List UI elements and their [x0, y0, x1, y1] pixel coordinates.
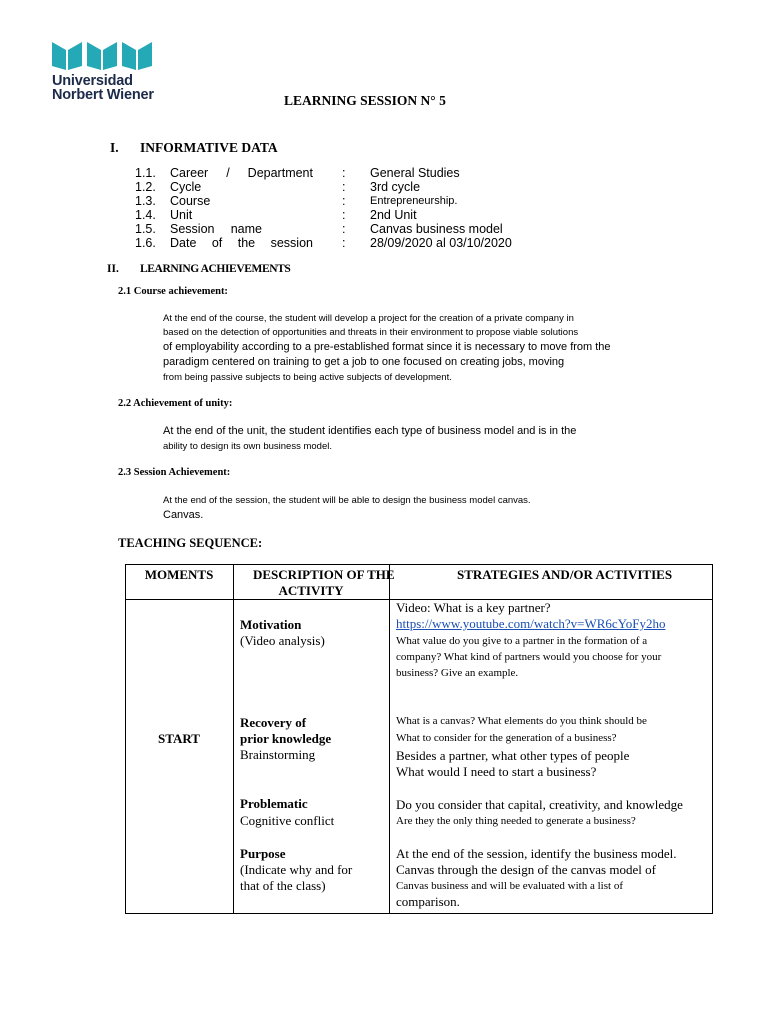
info-value: General Studies	[370, 166, 460, 180]
info-row	[135, 180, 555, 194]
paragraph-line: At the end of the course, the student will develop a project for the creation of a private company in	[163, 313, 574, 324]
info-number: 1.4.	[135, 208, 156, 222]
moment-start: START	[158, 731, 200, 746]
unit-achievement-text	[163, 424, 576, 454]
section-1-number: I.	[110, 140, 119, 155]
info-label: Course	[170, 194, 211, 208]
strategy-line: What value do you give to a partner in the formation of a	[396, 635, 648, 647]
document-title: LEARNING SESSION N° 5	[284, 93, 446, 108]
info-label: Cycle	[170, 180, 202, 194]
logo-line-1: Universidad	[52, 73, 133, 89]
strategy-line: What is a canvas? What elements do you think should be	[396, 715, 647, 727]
paragraph-line: Canvas.	[163, 509, 204, 521]
paragraph-line: of employability according to a pre-established format since it is necessary to move from the	[163, 341, 611, 353]
section-2-title: LEARNING ACHIEVEMENTS	[140, 263, 291, 275]
session-achievement-heading: 2.3 Session Achievement:	[118, 467, 231, 478]
strategy-line: Besides a partner, what other types of people	[396, 748, 630, 763]
section-1-title: INFORMATIVE DATA	[140, 140, 278, 155]
logo-line-2: Norbert Wiener	[52, 87, 154, 103]
desc-sub: Cognitive conflict	[240, 813, 335, 828]
strategy-line: Canvas business and will be evaluated with a list of	[396, 880, 623, 892]
table-border	[712, 564, 713, 914]
info-colon: :	[342, 208, 346, 222]
info-label: Session name	[170, 222, 262, 236]
table-border	[233, 564, 234, 914]
university-logo	[52, 40, 182, 102]
desc-title: Purpose	[240, 846, 286, 861]
info-number: 1.5.	[135, 222, 156, 236]
info-row	[135, 166, 555, 180]
strategy-line: comparison.	[396, 894, 460, 909]
header-strategies: STRATEGIES AND/OR ACTIVITIES	[457, 567, 673, 582]
table-border	[125, 913, 713, 914]
session-achievement-text	[163, 493, 531, 523]
strategy-line: Video: What is a key partner?	[396, 600, 551, 615]
info-row	[135, 194, 555, 208]
info-number: 1.3.	[135, 194, 156, 208]
desc-title: Motivation	[240, 617, 302, 632]
course-achievement-text	[163, 311, 611, 385]
info-value: 2nd Unit	[370, 208, 417, 222]
strategy-line: Canvas through the design of the canvas model of	[396, 862, 656, 877]
info-row	[135, 236, 555, 250]
info-label: Unit	[170, 208, 193, 222]
strategy-line: Do you consider that capital, creativity, and knowledge	[396, 797, 683, 812]
course-achievement-heading: 2.1 Course achievement:	[118, 286, 228, 297]
desc-title: Recovery of	[240, 715, 307, 730]
info-number: 1.6.	[135, 236, 156, 250]
paragraph-line: paradigm centered on training to get a job to one focused on creating jobs, moving	[163, 356, 565, 368]
logo-book-icon	[52, 40, 156, 70]
desc-title: Problematic	[240, 796, 308, 811]
desc-sub: (Indicate why and for	[240, 862, 353, 877]
info-label: Date of the session	[170, 236, 313, 250]
table-border	[125, 564, 713, 565]
desc-sub: (Video analysis)	[240, 633, 325, 648]
desc-sub: that of the class)	[240, 878, 326, 893]
paragraph-line: based on the detection of opportunities and threats in their environment to propose viable solutions	[163, 327, 579, 338]
paragraph-line: ability to design its own business model.	[163, 441, 332, 452]
video-link[interactable]: https://www.youtube.com/watch?v=WR6cYoFy2ho	[396, 616, 666, 631]
info-colon: :	[342, 236, 346, 250]
info-colon: :	[342, 222, 346, 236]
strategy-line: Are they the only thing needed to generate a business?	[396, 815, 636, 827]
teaching-sequence-table	[125, 564, 713, 914]
info-colon: :	[342, 194, 346, 208]
table-border	[389, 564, 390, 914]
unit-achievement-heading: 2.2 Achievement of unity:	[118, 398, 233, 409]
info-number: 1.1.	[135, 166, 156, 180]
header-description-line2: ACTIVITY	[278, 583, 344, 598]
info-label: Career / Department	[170, 166, 313, 180]
paragraph-line: At the end of the session, the student will be able to design the business model canvas.	[163, 495, 531, 506]
info-number: 1.2.	[135, 180, 156, 194]
strategy-line: At the end of the session, identify the business model.	[396, 846, 677, 861]
info-colon: :	[342, 166, 346, 180]
info-value: 28/09/2020 al 03/10/2020	[370, 236, 512, 250]
desc-sub: Brainstorming	[240, 747, 316, 762]
desc-title: prior knowledge	[240, 731, 332, 746]
strategy-line: What would I need to start a business?	[396, 764, 597, 779]
info-row	[135, 222, 555, 236]
strategy-line: business? Give an example.	[396, 667, 519, 679]
strategy-line: What to consider for the generation of a business?	[396, 732, 617, 744]
header-description-line1: DESCRIPTION OF THE	[253, 567, 395, 582]
section-2-number: II.	[107, 263, 119, 275]
info-value: 3rd cycle	[370, 180, 421, 194]
info-value: Canvas business model	[370, 222, 503, 236]
header-moments: MOMENTS	[144, 567, 214, 582]
info-colon: :	[342, 180, 346, 194]
paragraph-line: At the end of the unit, the student identifies each type of business model and is in the	[163, 425, 577, 437]
teaching-sequence-heading: TEACHING SEQUENCE:	[118, 536, 263, 550]
strategy-line: company? What kind of partners would you choose for your	[396, 651, 662, 663]
info-row	[135, 208, 555, 222]
paragraph-line: from being passive subjects to being active subjects of development.	[163, 372, 452, 383]
info-value: Entrepreneurship.	[370, 195, 458, 207]
